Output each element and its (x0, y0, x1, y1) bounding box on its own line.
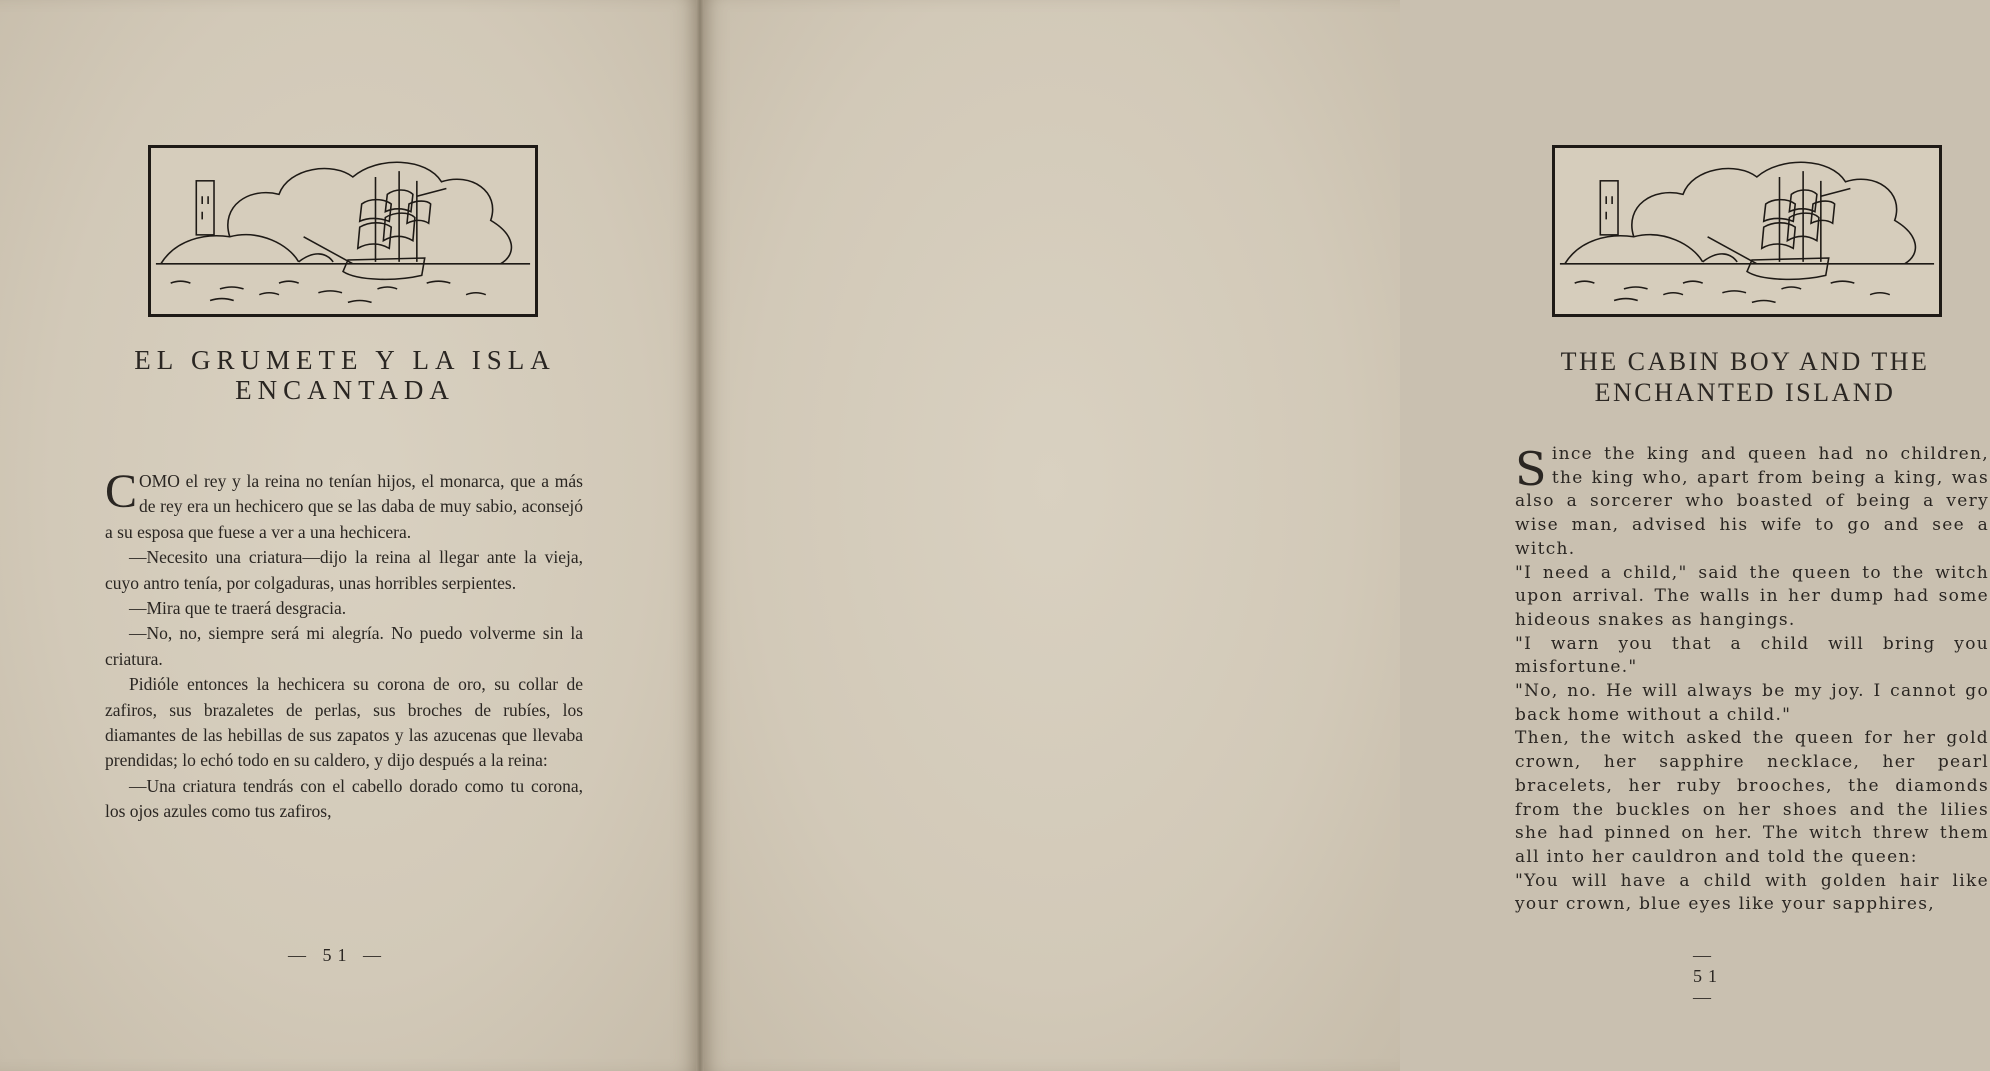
paragraph: —Una criatura tendrás con el cabello dorado como tu corona, los ojos azules como tus zafiros, (105, 775, 583, 822)
first-paragraph (1515, 443, 1989, 562)
paragraph: —Necesito una criatura—dijo la reina al llegar ante la vieja, cuyo antro tenía, por colgaduras, unas horribles serpientes. (105, 547, 583, 593)
title-line-1: EL GRUMETE Y LA ISLA (134, 345, 556, 375)
page-number: — 51 — (1693, 945, 1723, 1007)
first-paragraph (105, 465, 583, 545)
chapter-title-english (1500, 346, 1990, 408)
title-line-2: ENCANTADA (235, 375, 455, 405)
book-gutter (696, 0, 704, 1071)
spanish-text-body (105, 465, 583, 825)
page-number: — 51 — (288, 945, 387, 965)
first-paragraph-text: OMO el rey y la reina no tenían hijos, el monarca, que a más de rey era un hechicero que se las daba de muy sabio, aconsejó a su esposa que fuese a ver a una hechicera. (105, 471, 583, 542)
paragraph: "I warn you that a child will bring you misfortune." (1515, 633, 1989, 678)
paragraph: "No, no. He will always be my joy. I cannot go back home without a child." (1515, 681, 1989, 725)
paragraph: —No, no, siempre será mi alegría. No puedo volverme sin la criatura. (105, 623, 583, 669)
chapter-title-spanish (90, 345, 600, 405)
english-text-body (1515, 443, 1989, 917)
ship-illustration-left (148, 145, 538, 317)
drop-cap: S (1515, 442, 1548, 496)
drop-cap: C (105, 465, 138, 518)
ship-illustration-right (1552, 145, 1942, 317)
first-paragraph-text: ince the king and queen had no children, the king who, apart from being a king, was also a sorcerer who boasted of being a very wise man, advised his wife to go and see a witch. (1515, 444, 1989, 559)
left-page (0, 0, 700, 1071)
paragraph: —Mira que te traerá desgracia. (129, 598, 347, 619)
paragraph: "You will have a child with golden hair like your crown, blue eyes like your sapphires, (1515, 870, 1989, 915)
title-line-2: ENCHANTED ISLAND (1594, 378, 1896, 407)
paragraph: Then, the witch asked the queen for her gold crown, her sapphire necklace, her pearl bracelets, her ruby brooches, the diamonds from the buckles on her shoes and the lilies she had pinned on her. The witch threw them all into her cauldron and told the queen: (1515, 728, 1989, 867)
title-line-1: THE CABIN BOY AND THE (1560, 347, 1930, 376)
right-page (700, 0, 1989, 1071)
paragraph: Pidióle entonces la hechicera su corona de oro, su collar de zafiros, sus brazaletes de perlas, sus broches de rubíes, los diamantes de las hebillas de sus zapatos y las azucenas que llevaba prendidas; lo echó todo en su caldero, y dijo después a la reina: (105, 674, 583, 771)
paragraph: "I need a child," said the queen to the witch upon arrival. The walls in her dump had some hideous snakes as hangings. (1515, 562, 1989, 630)
